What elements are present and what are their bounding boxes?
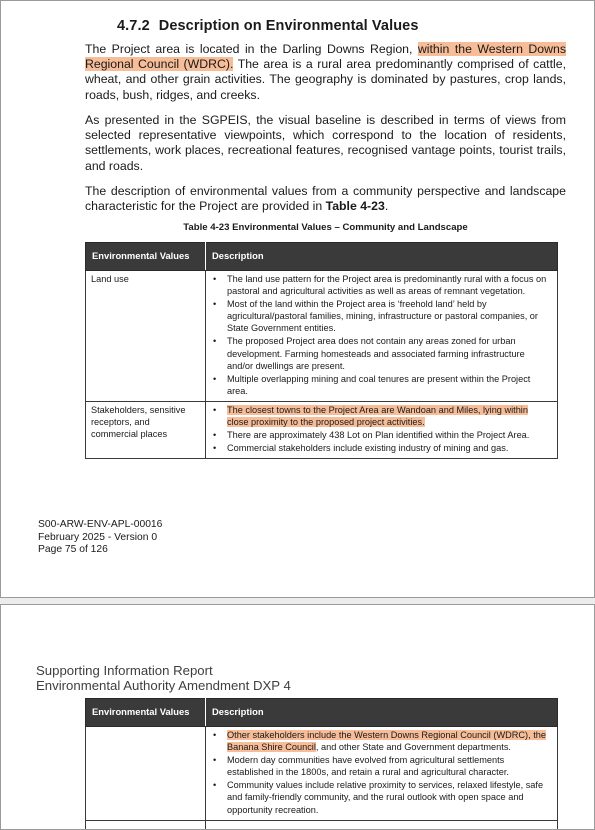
row-label: Stakeholders, sensitive receptors, and commercial places [86, 401, 206, 458]
bullet-list [211, 273, 551, 397]
section-number: 4.7.2 [117, 18, 150, 34]
table-reference-link: Table 4-23 [325, 199, 385, 214]
list-item: • Commercial stakeholders include existing industry of mining and gas. [227, 442, 551, 454]
environmental-values-table [85, 242, 558, 459]
page-footer [38, 519, 162, 557]
document-date-version: February 2025 - Version 0 [38, 531, 158, 543]
paragraph-text: The Project area is located in the Darling Downs Region, [85, 42, 418, 56]
section-heading [117, 18, 418, 34]
table-row [86, 727, 558, 821]
list-item [227, 404, 551, 428]
paragraph-text: . [384, 199, 389, 214]
list-item: • The land use pattern for the Project area is predominantly rural with a focus on pastoral and agricultural activities as well as areas of remnant vegetation. [227, 273, 551, 297]
row-description [206, 271, 558, 402]
row-label: Land use [86, 271, 206, 402]
highlighted-text: within the Western Downs Regional Council (WDRC). [85, 42, 566, 72]
list-item-text: , and other State and Government departments. [315, 742, 511, 753]
table-row [86, 271, 558, 402]
table-header-row [86, 243, 558, 271]
paragraph-table-reference [85, 184, 566, 214]
column-header-description: Description [206, 699, 558, 727]
page-header [36, 663, 291, 693]
table-row [86, 401, 558, 458]
row-description [206, 401, 558, 458]
list-item: • Community values include relative proximity to services, relaxed lifestyle, safe and family-friendly community, and the rural outlook with open space and opportunity recreation. [227, 779, 551, 815]
row-description [206, 727, 558, 821]
report-title: Supporting Information Report [36, 663, 213, 678]
list-item: • Modern day communities have evolved from agricultural settlements established in the 1800s, and retain a rural and agricultural character. [227, 754, 551, 778]
paragraph-sgpeis: As presented in the SGPEIS, the visual baseline is described in terms of views from selected representative viewpoints, which correspond to the location of residents, settlements, work places, recreational features, recognised vantage points, tourist trails, and roads. [85, 113, 566, 173]
list-item: • Multiple overlapping mining and coal tenures are present within the Project area. [227, 373, 551, 397]
list-item [227, 729, 551, 753]
column-header-values: Environmental Values [86, 243, 206, 271]
bullet-list [211, 729, 551, 816]
column-header-description: Description [206, 243, 558, 271]
section-title: Description on Environmental Values [158, 18, 419, 34]
list-item: • There are approximately 438 Lot on Plan identified within the Project Area. [227, 429, 551, 441]
highlighted-text: The closest towns to the Project Area are Wandoan and Miles, lying within close proximity to the proposed project activities. [227, 404, 528, 428]
paragraph-text: The description of environmental values from a community perspective and landscape characteristic for the Project are provided in [85, 184, 566, 214]
document-id: S00-ARW-ENV-APL-00016 [38, 519, 163, 530]
list-item: • The proposed Project area does not contain any areas zoned for urban development. Farming homesteads and associated farming infrastructure and/or dwellings are present. [227, 335, 551, 371]
table-caption: Table 4-23 Environmental Values – Community and Landscape [183, 222, 468, 233]
highlighted-text: Other stakeholders include the Western Downs Regional Council (WDRC), the Banana Shire Council [227, 730, 546, 753]
paragraph-text: The area is a rural area predominantly comprised of cattle, wheat, and other grain activities. The geography is dominated by pastures, crop lands, roads, bush, ridges, and creeks. [85, 57, 566, 102]
column-header-values: Environmental Values [86, 699, 206, 727]
row-label [86, 727, 206, 821]
report-subtitle: Environmental Authority Amendment DXP 4 [36, 678, 291, 694]
environmental-values-table-continued [85, 698, 558, 830]
list-item: • Most of the land within the Project area is ‘freehold land’ held by agricultural/pastoral families, mining, infrastructure or pastoral companies, or State Government entities. [227, 298, 551, 334]
paragraph-location [85, 42, 566, 103]
bullet-list [211, 404, 551, 454]
table-header-row [86, 699, 558, 727]
document-page-2 [0, 604, 595, 830]
page-number: Page 75 of 126 [38, 544, 108, 556]
